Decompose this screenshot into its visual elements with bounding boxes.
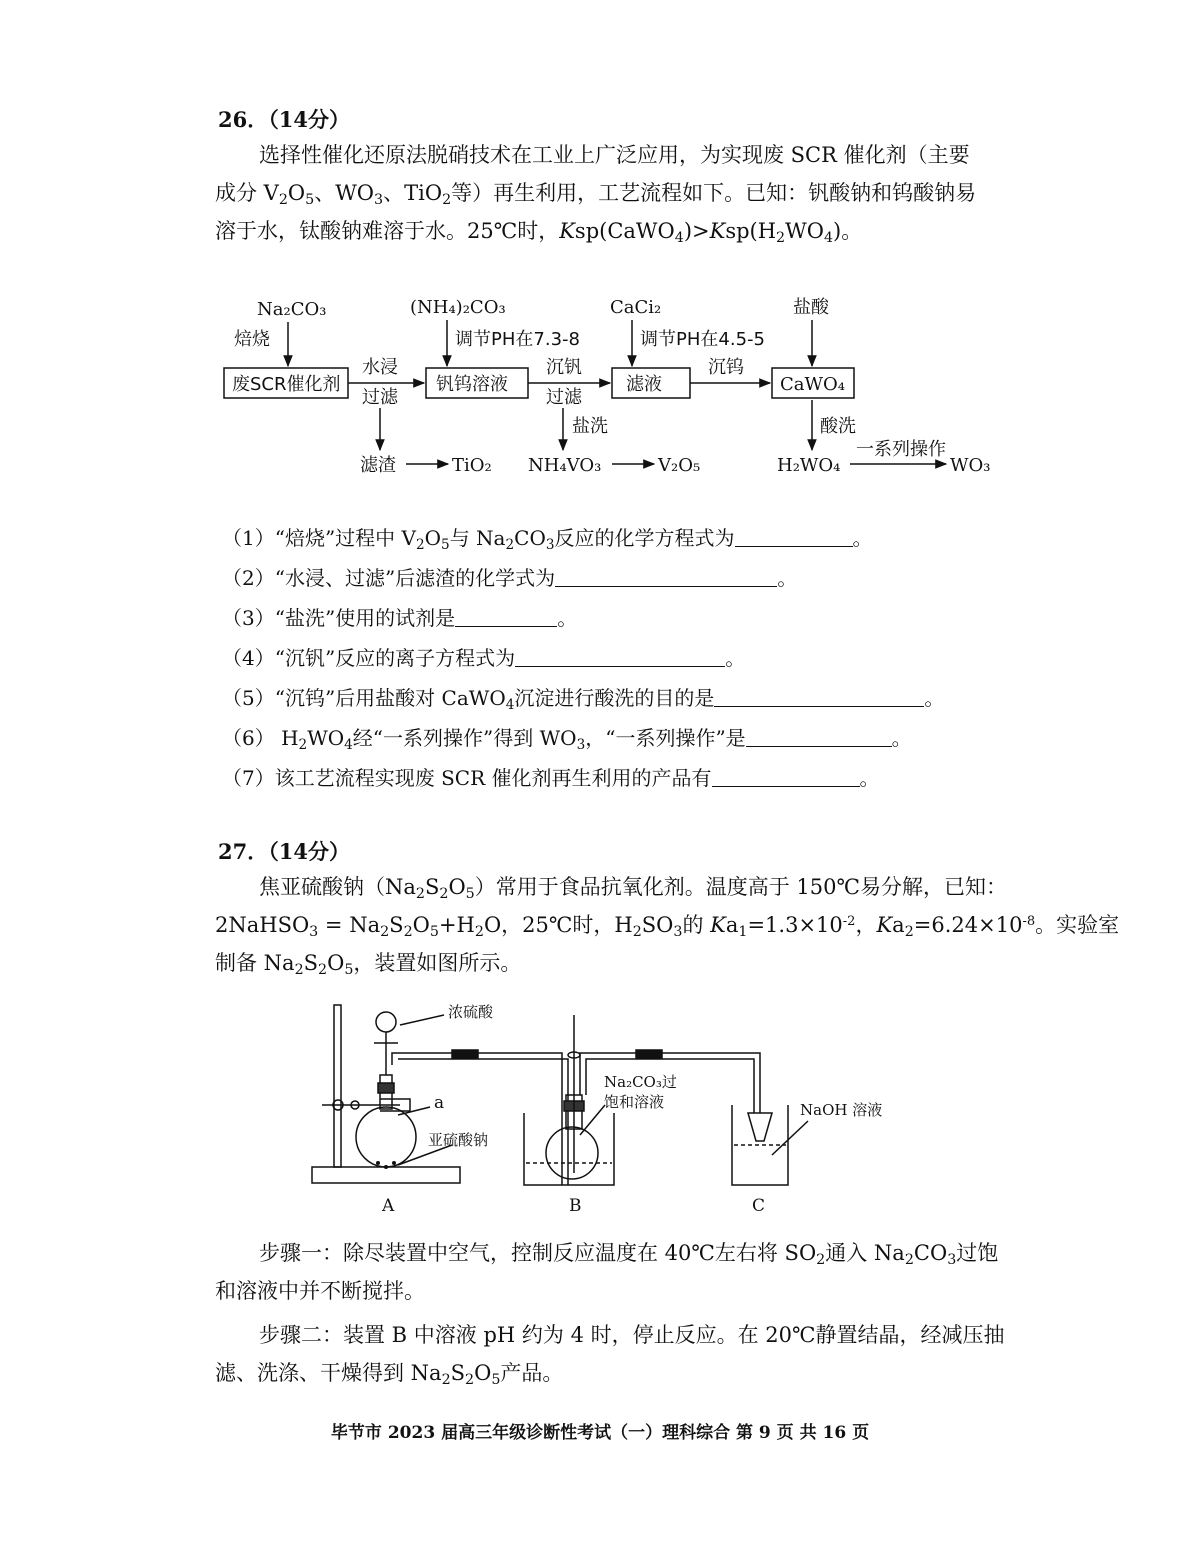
answer-blank-7[interactable] [712,766,860,787]
label-precip-w: 沉钨 [708,357,744,378]
answer-blank-6[interactable] [746,726,892,747]
q27-step1-line2: 和溶液中并不断搅拌。 [215,1279,425,1303]
q27-intro-line2: 2NaHSO$_3$ = $Na_2S_2O_5+H_2O$，25℃时，$H_2SO_3$的 $Ka_1=1.3\times 10^{-2}$，$Ka_2=6.24\times 10^{-8}$。实验室 [215,913,1120,940]
q27-step2-line1: 步骤二：装置 B 中溶液 pH 约为 4 时，停止反应。在 20℃静置结晶，经减压抽 [259,1323,1005,1347]
label-na2co3-sat-2: 饱和溶液 [604,1093,665,1111]
dropping-funnel [376,1012,396,1032]
q27-step1 [215,1234,1005,1310]
funnel-c [748,1113,772,1141]
box-cawo4-label: CaWO₄ [780,374,845,395]
q27-heading: 27．（14分） [218,839,350,864]
q26-question-1: （1）“焙烧”过程中 $V_2O_5$与 $Na_2CO_3$反应的化学方程式为 。 [222,526,873,553]
product-nh4vo3: NH₄VO₃ [528,455,602,476]
answer-blank-3[interactable] [455,606,557,627]
reagent-cacl2: CaCi₂ [610,297,662,318]
product-h2wo4: H₂WO₄ [777,455,841,476]
q26-question-5: （5）“沉钨”后用盐酸对 CaWO$_4$沉淀进行酸洗的目的是 。 [222,686,945,713]
q26-question-3: （3）“盐洗”使用的试剂是 。 [222,606,578,630]
label-adjust-ph1: 调节PH在7.3-8 [455,329,580,350]
q27-intro [215,868,1120,982]
flask-a [356,1107,416,1167]
product-v2o5: V₂O₅ [658,455,701,476]
label-precip-v: 沉钒 [546,357,582,378]
label-water-leach: 水浸 [362,357,398,378]
label-roast: 焙烧 [234,329,270,350]
label-na2co3-sat-1: Na₂CO₃过 [604,1073,677,1091]
reagent-na2co3: Na₂CO₃ [257,299,327,320]
product-wo3: WO₃ [950,455,991,476]
answer-blank-1[interactable] [735,526,853,547]
label-flask-a: a [434,1093,445,1113]
stand-rod [334,1005,341,1167]
process-flow-diagram [0,280,1200,490]
label-naoh-solution: NaOH 溶液 [800,1101,883,1119]
box-waste-scr-label: 废SCR催化剂 [232,374,341,395]
q26-heading: 26．（14分） [218,107,350,132]
apparatus-diagram [0,995,1200,1220]
label-acid-wash: 酸洗 [820,416,856,437]
stand-base [312,1167,460,1183]
q27-step2-line2: 滤、洗涤、干燥得到 $Na_2S_2O_5$产品。 [215,1361,564,1388]
product-tio2: TiO₂ [452,455,492,476]
label-sodium-sulfite: 亚硫酸钠 [428,1131,489,1149]
tube-a-to-b [392,1053,562,1185]
answer-blank-4[interactable] [515,646,725,667]
reagent-hcl: 盐酸 [793,297,829,318]
answer-blank-2[interactable] [555,566,777,587]
q26-question-7: （7）该工艺流程实现废 SCR 催化剂再生利用的产品有 。 [222,766,880,790]
label-series-ops: 一系列操作 [856,439,946,460]
label-filter2: 过滤 [546,387,582,408]
reagent-nh4-2co3: (NH₄)₂CO₃ [410,297,506,318]
q26-intro-line2: 成分 $V_2O_5$、$WO_3$、TiO$_2$等）再生利用，工艺流程如下。已知：钒酸钠和钨酸钠易 [215,181,977,208]
flask-b [546,1127,598,1179]
page-footer: 毕节市 2023 届高三年级诊断性考试（一）理科综合 第 9 页 共 16 页 [330,1423,870,1443]
answer-blank-5[interactable] [714,686,924,707]
label-residue: 滤渣 [360,455,396,476]
q27-step2 [215,1316,1005,1392]
label-apparatus-a: A [382,1196,395,1216]
q26-intro-line3: 溶于水，钛酸钠难溶于水。25℃时，$Ksp(CaWO_4)>Ksp(H_2WO_4)$。 [215,219,863,246]
q27-step1-line1: 步骤一：除尽装置中空气，控制反应温度在 40℃左右将 $SO_2$通入 $Na_2CO_3$过饱 [259,1241,999,1268]
water-bath-b [524,1113,614,1185]
label-adjust-ph2: 调节PH在4.5-5 [640,329,765,350]
box-vw-solution-label: 钒钨溶液 [436,374,508,395]
label-apparatus-b: B [569,1196,582,1216]
q26-question-2: （2）“水浸、过滤”后滤渣的化学式为 。 [222,566,798,590]
label-salt-wash: 盐洗 [572,416,608,437]
q26-question-4: （4）“沉钒”反应的离子方程式为 。 [222,646,746,670]
label-filter1: 过滤 [362,387,398,408]
q26-intro-line1: 选择性催化还原法脱硝技术在工业上广泛应用，为实现废 SCR 催化剂（主要 [259,143,970,167]
q26-question-6: （6） $H_2WO_4$经“一系列操作”得到 $WO_3$，“一系列操作”是 。 [222,726,912,753]
q26-intro [215,136,1005,250]
label-apparatus-c: C [752,1196,766,1216]
q27-intro-line3: 制备 $Na_2S_2O_5$，装置如图所示。 [215,951,522,978]
box-filtrate-label: 滤液 [626,374,662,395]
q27-intro-line1: 焦亚硫酸钠$(Na_2S_2O_5)$常用于食品抗氧化剂。温度高于 150℃易分解，已知： [259,875,1007,902]
label-conc-h2so4: 浓硫酸 [448,1003,494,1021]
